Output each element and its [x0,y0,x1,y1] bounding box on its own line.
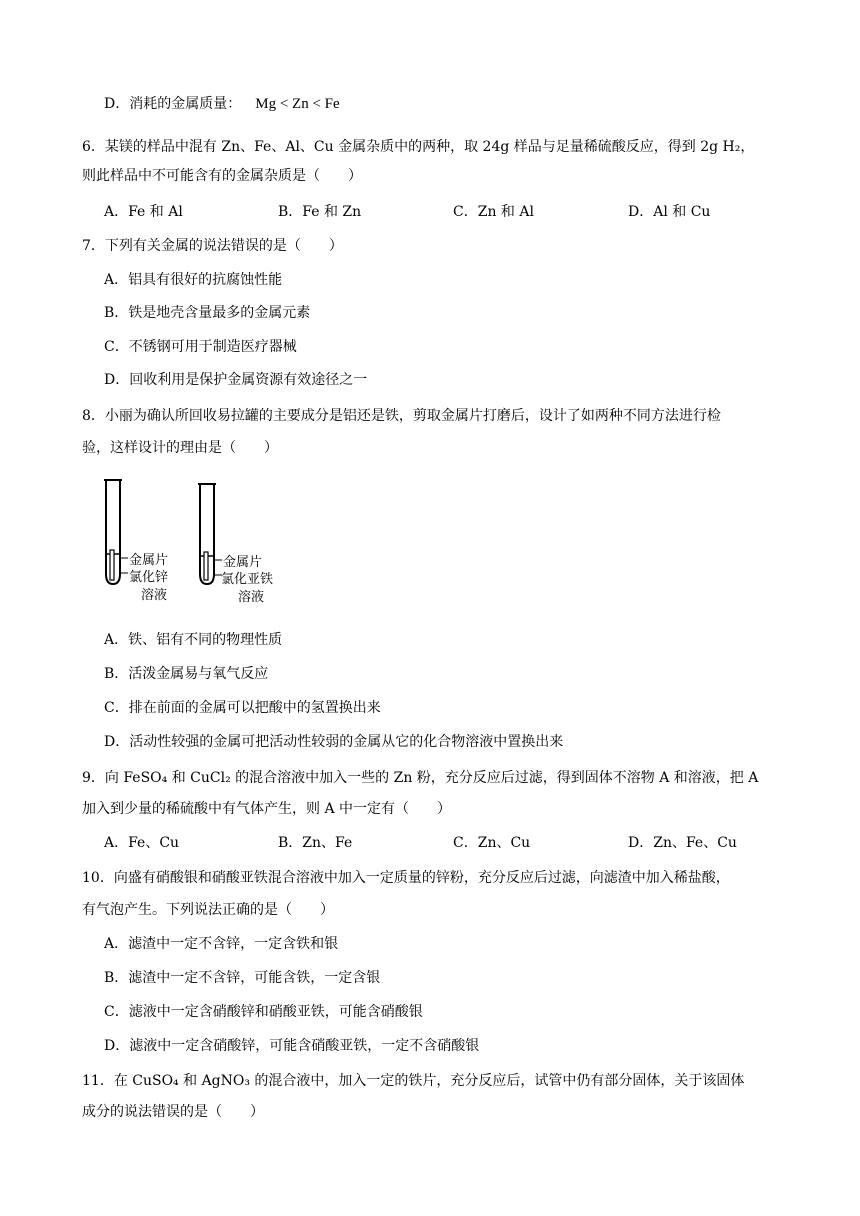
q7-option-b: B．铁是地壳含量最多的金属元素 [104,305,311,321]
q7-option-a: A．铝具有很好的抗腐蚀性能 [104,272,283,288]
test-tubes-figure [100,478,300,614]
q6-option-d: D．Al 和 Cu [628,204,711,220]
q8-option-c: C．排在前面的金属可以把酸中的氢置换出来 [104,700,381,716]
q8-stem-line2: 验，这样设计的理由是（ ） [82,440,278,456]
q6-option-c: C．Zn 和 Al [453,204,534,220]
q6-stem-line2: 则此样品中不可能含有的金属杂质是（ ） [82,168,362,184]
q11-stem-line2: 成分的说法错误的是（ ） [82,1104,264,1120]
q7-option-d: D．回收利用是保护金属资源有效途径之一 [104,372,368,388]
q6-option-b: B．Fe 和 Zn [278,204,362,220]
q10-stem-line1: 10．向盛有硝酸银和硝酸亚铁混合溶液中加入一定质量的锌粉，充分反应后过滤，向滤渣中加入稀盐酸， [82,870,730,886]
metal-strip-1 [110,550,114,580]
tube1-label-solution-suffix: 溶液 [141,588,168,603]
metal-strip-2 [204,552,208,580]
q10-option-b: B．滤渣中一定不含锌，可能含铁，一定含银 [104,970,381,986]
q5-option-d-formula: Mg < Zn < Fe [255,96,340,112]
tube2-label-metal: 金属片 [223,555,263,570]
q9-stem-line2: 加入到少量的稀硫酸中有气体产生，则 A 中一定有（ ） [82,801,452,817]
q9-option-b: B．Zn、Fe [278,835,353,851]
q10-option-c: C．滤液中一定含硝酸锌和硝酸亚铁，可能含硝酸银 [104,1004,423,1020]
q10-option-d: D．滤液中一定含硝酸锌，可能含硝酸亚铁，一定不含硝酸银 [104,1038,480,1054]
q6-stem-line1: 6．某镁的样品中混有 Zn、Fe、Al、Cu 金属杂质中的两种，取 24g 样品与足量稀硫酸反应，得到 2g H₂， [82,139,755,155]
q7-option-c: C．不锈钢可用于制造医疗器械 [104,339,297,355]
q9-option-a: A．Fe、Cu [104,835,180,851]
q6-option-a: A．Fe 和 Al [104,204,183,220]
q9-option-c: C．Zn、Cu [453,835,531,851]
tube2-label-solution: 氯化亚铁 [221,572,274,587]
q9-option-d: D．Zn、Fe、Cu [628,835,737,851]
q9-stem-line1: 9．向 FeSO₄ 和 CuCl₂ 的混合溶液中加入一些的 Zn 粉，充分反应后过滤，得到固体不溶物 A 和溶液，把 A [82,770,759,786]
tube2-label-solution-suffix: 溶液 [238,590,265,605]
test-tube-1 [104,480,168,603]
q5-option-d-label: D．消耗的金属质量： [104,96,242,112]
q7-stem: 7．下列有关金属的说法错误的是（ ） [82,238,343,254]
q8-option-a: A．铁、铝有不同的物理性质 [104,632,283,648]
q11-stem-line1: 11．在 CuSO₄ 和 AgNO₃ 的混合液中，加入一定的铁片，充分反应后，试管中仍有部分固体，关于该固体 [82,1073,745,1089]
q10-option-a: A．滤渣中一定不含锌，一定含铁和银 [104,936,339,952]
tube1-label-solution: 氯化锌 [129,570,169,585]
q5-option-d [104,94,340,114]
q8-stem-line1: 8．小丽为确认所回收易拉罐的主要成分是铝还是铁，剪取金属片打磨后，设计了如两种不同方法进行检 [82,408,721,424]
test-tube-2 [198,484,273,605]
q8-option-d: D．活动性较强的金属可把活动性较弱的金属从它的化合物溶液中置换出来 [104,734,564,750]
q8-option-b: B．活泼金属易与氧气反应 [104,666,269,682]
test-tubes-illustration [100,478,300,614]
tube1-label-metal: 金属片 [129,553,169,568]
q10-stem-line2: 有气泡产生。下列说法正确的是（ ） [82,902,334,918]
